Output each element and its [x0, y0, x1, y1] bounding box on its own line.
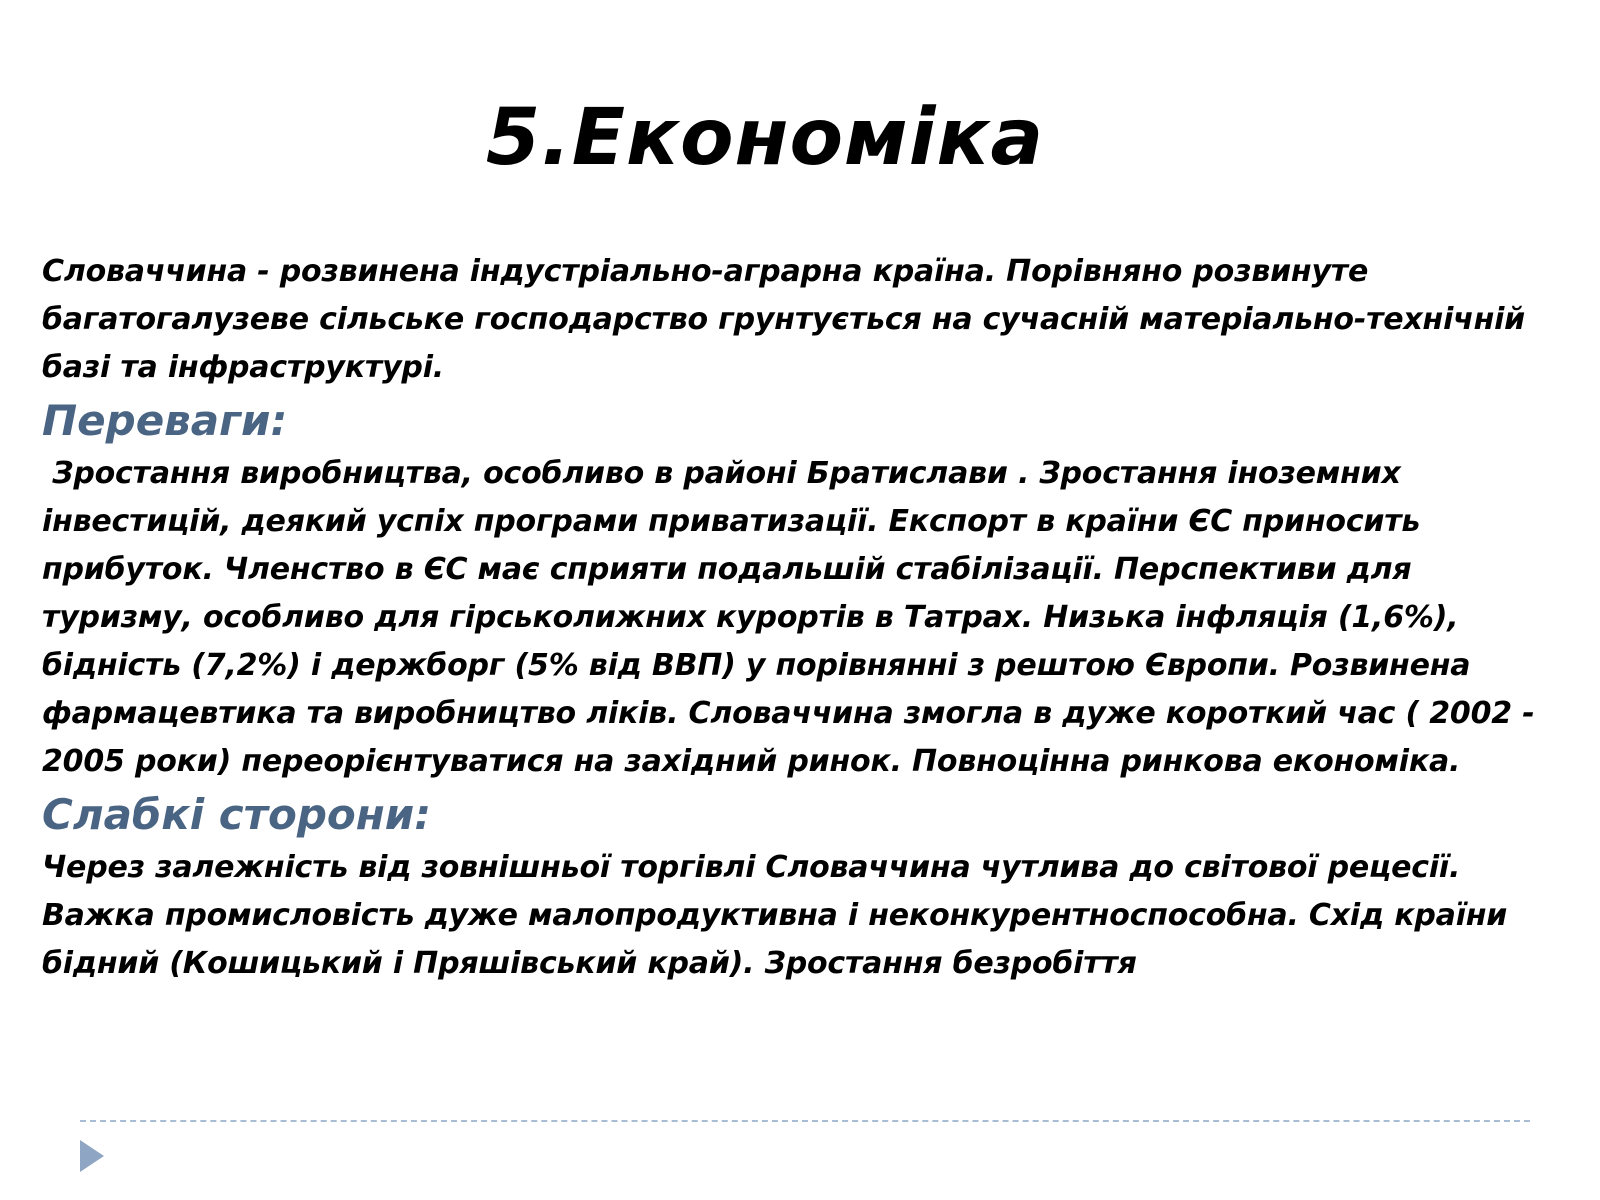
- advantages-heading: Переваги:: [42, 396, 288, 445]
- advantages-paragraph: Зростання виробництва, особливо в районі Братислави . Зростання іноземних інвестицій, деякий успіх програми приватизації. Експорт в країни ЄС приносить прибуток. Членство в ЄС має сприяти подальшій стабілізації. Перспективи для туризму, особливо для гірськолижних курортів в Татрах. Низька інфляція (1,6%), бідність (7,2%) і держборг (5% від ВВП) у порівнянні з рештою Європи. Розвинена фармацевтика та виробництво ліків. Словаччина змогла в дуже короткий час ( 2002 - 2005 роки) переорієнтуватися на західний ринок. Повноцінна ринкова економіка.: [42, 456, 1545, 779]
- footer-divider: [80, 1120, 1530, 1122]
- slide-content: [42, 248, 1545, 988]
- triangle-right-icon: [80, 1140, 104, 1172]
- weaknesses-paragraph: Через залежність від зовнішньої торгівлі Словаччина чутлива до світової рецесії. Важка промисловість дуже малопродуктивна і неконкурентноспособна. Схід країни бідний (Кошицький і Пряшівський край). Зростання безробіття: [42, 850, 1508, 981]
- slide-title: 5.Економіка: [485, 93, 1045, 183]
- intro-paragraph: Словаччина - розвинена індустріально-аграрна країна. Порівняно розвинуте багатогалузеве сільське господарство грунтується на сучасній матеріально-технічній базі та інфраструктурі.: [42, 254, 1525, 385]
- weaknesses-heading: Слабкі сторони:: [42, 790, 432, 839]
